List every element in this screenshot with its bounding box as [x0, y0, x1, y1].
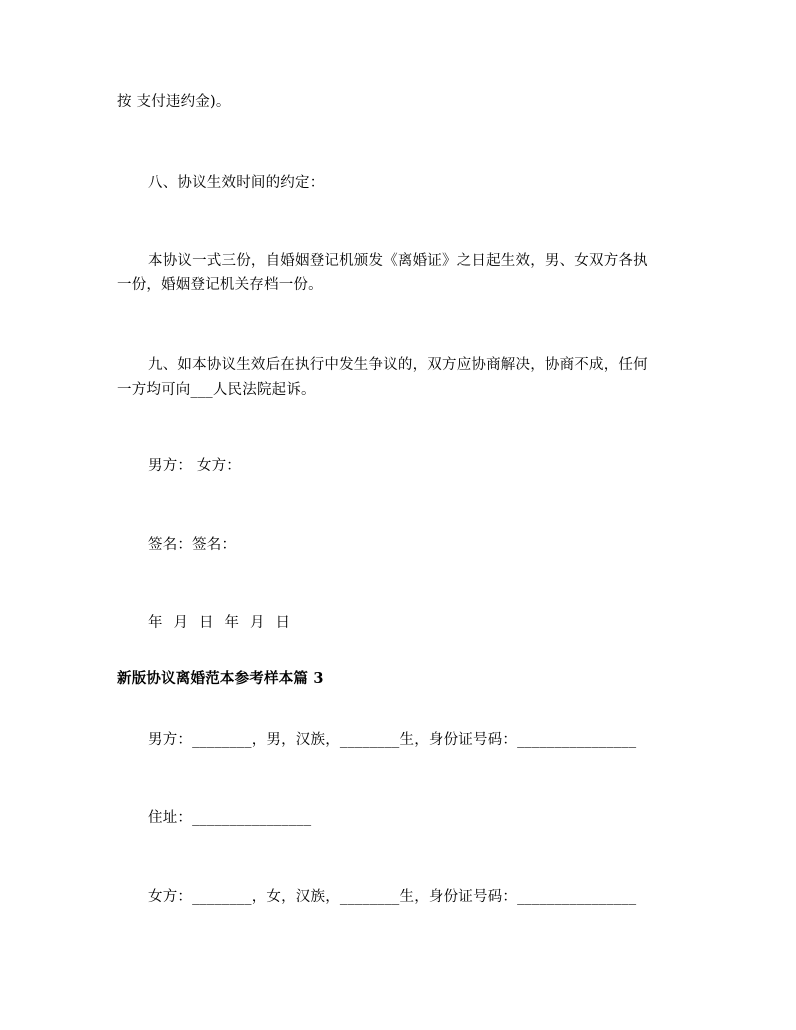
- continuation-text: 按 支付违约金)。: [117, 94, 231, 110]
- male-party-field: 男方：________，男，汉族，________生，身份证号码：________________: [148, 732, 637, 748]
- clause-eight-heading: 八、协议生效时间的约定：: [148, 175, 325, 191]
- clause-eight-text-line-1: 本协议一式三份，自婚姻登记机颁发《离婚证》之日起生效，男、女双方各执: [148, 253, 648, 269]
- address-field: 住址：________________: [148, 810, 312, 826]
- party-labels: 男方： 女方：: [148, 458, 242, 474]
- clause-eight-text-line-2: 一份，婚姻登记机关存档一份。: [117, 277, 323, 293]
- female-party-field: 女方：________，女，汉族，________生，身份证号码：________________: [148, 889, 637, 905]
- clause-nine-text-line-2: 一方均可向___人民法院起诉。: [117, 382, 316, 398]
- signature-labels: 签名：签名：: [148, 537, 237, 553]
- clause-nine-text-line-1: 九、如本协议生效后在执行中发生争议的，双方应协商解决，协商不成，任何: [148, 357, 648, 373]
- date-labels: 年 月 日 年 月 日: [148, 615, 291, 631]
- section-title: 新版协议离婚范本参考样本篇 3: [117, 670, 324, 687]
